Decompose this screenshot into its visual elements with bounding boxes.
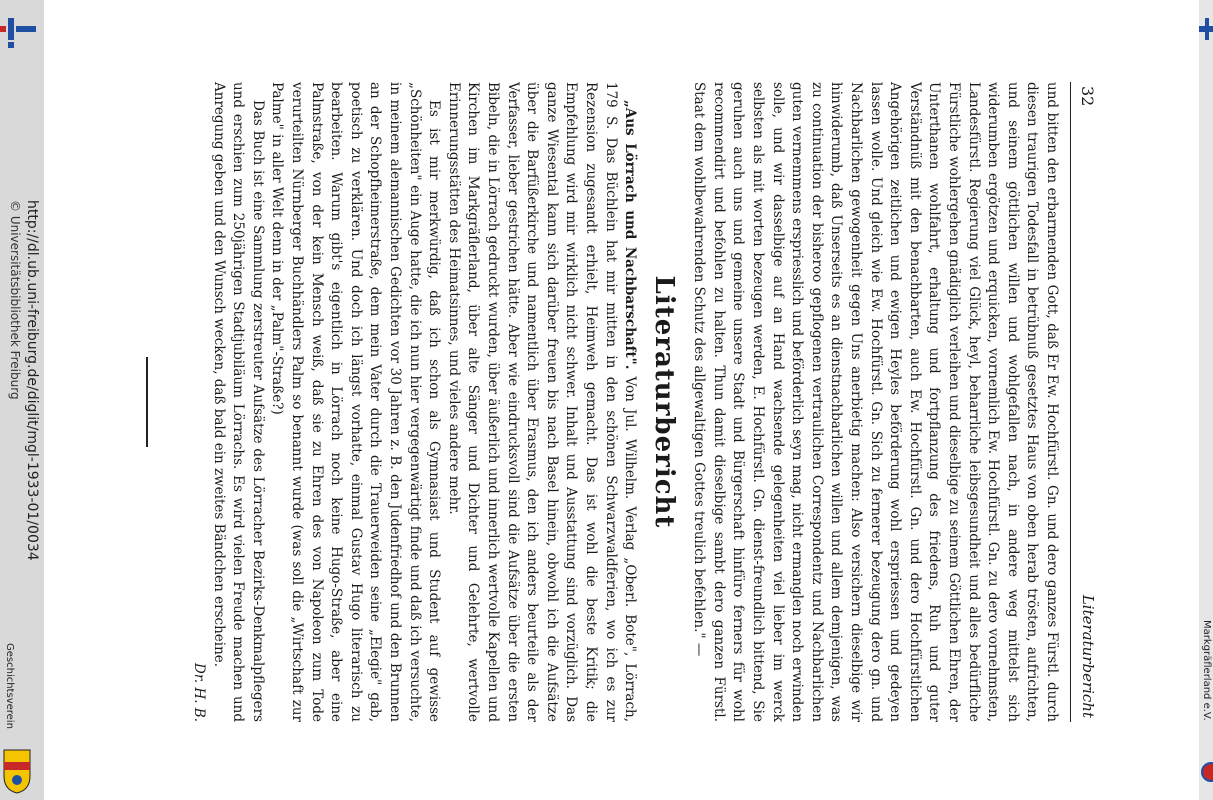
page-number: 32 <box>1078 86 1097 107</box>
end-rule <box>146 357 148 447</box>
review-paragraph-2: Es ist mir merkwürdig, daß ich schon als Gymnasiast und Student auf gewisse „Schönheiten" ein Auge hatte, die ich nun hier vergegenwärtigt finde und daß ich versuchte, in meinem alemannischen Gedichten vor 30 Jahren z. B. den Judenfriedhof und den Brunnen an der Schopfheimerstraße, dem mein Vater durch die Trauerweiden seine „Elegie" gab, poetisch zu verklären. Und doch ich längst vorhatte, einmal Gustav Hugo literarisch zu bearbeiten. Warum gibt's eigentlich in Lörrach noch keine Hugo-Straße, aber eine Palmstraße, von der kein Mensch weiß, daß sie zu Ehren des von Napoleon zum Tode verurteilten Nürnberger Buchhändlers Palm so benannt wurde (was soll die „Wirtschaft zur Palme" in aller Welt denn in der „Palm"-Straße?) <box>269 82 443 722</box>
page-body <box>146 82 1061 722</box>
review-paragraph-3: Das Buch ist eine Sammlung zerstreuter Aufsätze des Lörracher Bezirks-Denkmalpflegers und erschien zum 250jährigen Stadtjubiläum Lörrachs. Es wird vielen Freude machen und Anregung geben und den Wunsch wecken, daß bald ein zweites Bändchen erscheine. <box>210 82 266 722</box>
coat-of-arms-icon <box>2 748 32 794</box>
library-logo-icon-right <box>1199 18 1213 48</box>
library-logo-icon <box>0 18 36 48</box>
page-header <box>1070 82 1103 722</box>
coat-of-arms-icon-right <box>1201 752 1213 792</box>
review-signature: Dr. H. B. <box>191 663 208 722</box>
review-text: Von Jul. Wilhelm. Verlag „Oberl. Bote", Lörrach, 179 S. Das Büchlein hat mir mitten in den schönen Schwarzwaldferien, wo ich es zur Rezension zugesandt erhielt, Heimweh gemacht. Das ist wohl die beste Kritik; die Empfehlung wird mir wirklich nicht schwer. Inhalt und Ausstattung sind vorzüglich. Das ganze Wiesental kann sich darüber freuen bis nach Basel hinein, obwohl ich die Aufsätze über die Barfüßerkirche und namentlich über Erasmus, den ich anders beurteile als der Verfasser, lieber gestrichen hätte. Aber wie eindrucksvoll sind die Aufsätze über die ersten Bibeln, die in Lörrach gedruckt wurden, über äußerlich und innerlich wertvolle Kapellen und Kirchen im Markgräflerland, über alte Sänger und Dichter und Gelehrte, wertvolle Erinnerungsstätten des Heimatsinnes, und vieles andere mehr. <box>445 82 639 722</box>
review-book-title: „Aus Lörrach und Nachbarschaft". <box>622 100 639 370</box>
citation-copyright: © Universitätsbibliothek Freiburg <box>8 200 22 400</box>
review-paragraph <box>443 82 639 722</box>
citation-url[interactable]: http://dl.ub.uni-freiburg.de/diglit/mgl-1933-01/0034 <box>24 200 40 561</box>
letter-paragraph: und bitten den erbarmenden Gott, daß Er Ew. Hochfürstl. Gn. und dero ganzes Fürstl. durch diesen traurigen Todesfall in betrübnuß gesetztes Haus von oben herab trösten, aufrichten, und seinem göttlichen willen und wohlgefallen nach, in andere weg mittelst sich widerumben ergötzen und erquicken, vornemlich Ew. Hochfürstl. Gn. zu dero vornehmsten, Landesfürstl. Regierung viel Glück, heyl, beharrliche leibsgesundheit und alles bedürfliche Fürstliche wohlergehen gnädiglich verleihen und dieselbige zu seinem Göttlichen Ehren, der Unterthanen wohlfahrt, erhaltung und fortpflanzung des friedens, Ruh und guter Verständnüß mit den benachbarten, auch Ew. Hochfürstl. Gn. und dero Hochfürstlichen Angehörigen zeitlichen und ewigen Heyles beförderung wohl erspriessen und gedeyen lassen wolle. Und gleich wie Ew. Hochfürstl. Gn. Sich zu fernerer bezeugung dero gn. und Nachbarlichen gewogenheit gegen Uns anerbietig machen: Also versichern dieselbige wir hinwiderumb, daß Unserseits es an dienstnachbarlichen willen und allem demjenigen, was zu continuation der bisheroo gepflogenen vertraulichen Correspondentz und Nachbarlichen guten vernemmens erspriesslich und beförderlich seyn mag, nicht ermanglen noch erwinden solle, und wir dasselbige auf an Hand wachsende gelegenheiten viel lieber im werck selbsten als mit worten bezeugen werden, E. Hochfürstl. Gn. dienst-freundlich bittend, Sie geruhen auch uns und gemeine unsere Stadt und Bürgerschaft hinfüro ferners für wohl recommendirt und befohlen zu halten. Thun damit dieselbige sambt dero ganzen Fürstl. Staat dem wohlbewahrenden Schutz des allgewaltigen Gottes treulich befehlen." — <box>691 82 1060 722</box>
running-title: Literaturbericht <box>1079 594 1097 718</box>
section-heading: Literaturbericht <box>648 275 679 529</box>
organization-name: Geschichtsverein <box>4 643 15 729</box>
right-edge-label: Markgräflerland e.V. <box>1201 620 1212 721</box>
scanned-page <box>191 82 1103 722</box>
